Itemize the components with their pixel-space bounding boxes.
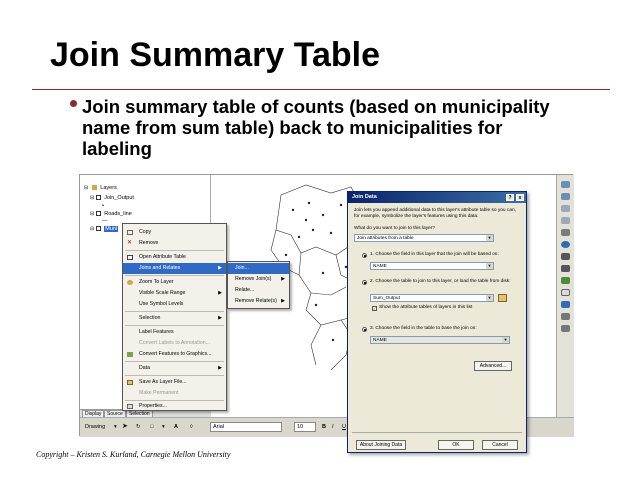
select-elements-icon[interactable]: [561, 289, 570, 296]
copy-icon: [127, 230, 133, 235]
layer-field-value: NAME: [373, 264, 387, 269]
menu-separator: [125, 311, 224, 312]
layers-icon: [92, 185, 97, 190]
menu-item-use-symbol-levels[interactable]: [123, 299, 226, 310]
submenu-item-label: Join...: [235, 265, 249, 271]
zoom-icon: [127, 280, 133, 285]
table-field-value: NAME: [373, 338, 387, 343]
step2-label: 2. Choose the table to join to this layer, or load the table from disk:: [370, 279, 511, 284]
bold-button[interactable]: B: [322, 424, 326, 430]
dialog-titlebar: [348, 192, 526, 203]
dropdown-arrow-icon: ▼: [503, 337, 508, 342]
submenu-arrow-icon: ▶: [281, 298, 285, 304]
table-icon: [127, 255, 133, 260]
font-size-value: 10: [297, 424, 304, 430]
italic-button[interactable]: I: [332, 424, 334, 430]
drawing-menu[interactable]: Drawing: [85, 424, 106, 430]
layer-context-menu: [122, 223, 227, 411]
dialog-title: Join Data: [352, 194, 377, 200]
step3-label: 3. Choose the field in the table to base the join on:: [370, 326, 477, 331]
menu-item-visible-scale-range[interactable]: [123, 288, 226, 299]
submenu-item-remove-relates[interactable]: [228, 296, 289, 307]
measure-icon[interactable]: [561, 325, 570, 332]
help-button[interactable]: ?: [506, 194, 514, 201]
select-features-icon[interactable]: [561, 277, 570, 284]
menu-item-label: Selection: [139, 315, 161, 321]
menu-item-data[interactable]: [123, 363, 226, 374]
pointer-icon[interactable]: ➤: [122, 423, 128, 430]
minus-icon: ⊟: [90, 226, 95, 232]
menu-item-remove[interactable]: [123, 238, 226, 249]
font-select[interactable]: [210, 422, 282, 432]
layer-checkbox[interactable]: [96, 211, 101, 216]
drawing-dropdown-icon[interactable]: ▾: [114, 424, 117, 430]
properties-icon: [127, 404, 133, 409]
menu-separator: [125, 275, 224, 276]
save-icon: [127, 380, 133, 385]
menu-item-label: Convert Features to Graphics...: [139, 351, 212, 357]
menu-item-copy[interactable]: [123, 227, 226, 238]
layer-field-select[interactable]: [370, 262, 494, 270]
submenu-arrow-icon: ▶: [218, 365, 222, 371]
submenu-item-label: Remove Join(s): [235, 276, 272, 282]
underline-button[interactable]: U: [342, 424, 346, 430]
cancel-button[interactable]: Cancel: [482, 440, 518, 450]
font-size-select[interactable]: [294, 422, 316, 432]
menu-item-joins-and-relates[interactable]: [123, 263, 226, 274]
table-field-select[interactable]: [370, 336, 510, 344]
zoom-in-icon[interactable]: [561, 181, 570, 188]
rectangle-icon[interactable]: □: [150, 424, 154, 430]
about-joining-button[interactable]: About Joining Data: [356, 440, 406, 450]
rotate-icon[interactable]: ↻: [136, 424, 141, 430]
step2-bullet: [362, 280, 367, 285]
toc-join-output-label: Join_Output: [104, 195, 134, 201]
menu-item-label: Joins and Relates: [139, 265, 181, 271]
step3-bullet: [362, 327, 367, 332]
toc-roads-label: Roads_line: [104, 211, 132, 217]
browse-folder-icon[interactable]: [498, 294, 507, 302]
submenu-arrow-icon: ▶: [218, 265, 222, 271]
pan-icon[interactable]: [561, 229, 570, 236]
edit-vertices-icon[interactable]: ◊: [190, 424, 193, 430]
menu-item-zoom-to-layer[interactable]: [123, 277, 226, 288]
remove-icon: ✕: [127, 240, 133, 246]
joins-relates-submenu: [227, 261, 290, 309]
menu-separator: [125, 250, 224, 251]
tab-display[interactable]: Display: [82, 410, 104, 418]
minus-icon: ⊟: [90, 195, 95, 201]
dropdown-arrow-icon: ▼: [487, 235, 492, 240]
submenu-arrow-icon: ▶: [218, 315, 222, 321]
show-attribute-checkbox[interactable]: ✓: [373, 306, 377, 311]
fixed-zoom-out-icon[interactable]: [561, 217, 570, 224]
line-symbol: —: [102, 218, 108, 224]
convert-icon: [127, 352, 133, 357]
font-value: Arial: [213, 424, 225, 430]
text-tool-icon[interactable]: A: [174, 424, 178, 430]
tab-selection[interactable]: Selection: [126, 410, 153, 418]
shape-dropdown-icon[interactable]: ▾: [162, 424, 165, 430]
submenu-item-join[interactable]: [228, 263, 289, 274]
join-table-value: Sum_Output: [373, 296, 400, 301]
menu-item-selection[interactable]: [123, 313, 226, 324]
menu-item-convert-labels: [123, 338, 226, 349]
menu-item-convert-features[interactable]: [123, 349, 226, 360]
menu-item-label-features[interactable]: [123, 327, 226, 338]
submenu-item-label: Relate...: [235, 287, 255, 293]
menu-item-label: Properties...: [139, 403, 167, 409]
menu-item-label: Save As Layer File...: [139, 379, 187, 385]
menu-item-label: Make Permanent: [139, 390, 179, 396]
menu-item-label: Data: [139, 365, 150, 371]
join-table-select[interactable]: [370, 294, 494, 302]
full-extent-icon[interactable]: [561, 241, 570, 248]
menu-item-label: Zoom To Layer: [139, 279, 174, 285]
submenu-arrow-icon: ▶: [218, 290, 222, 296]
back-extent-icon[interactable]: [561, 253, 570, 260]
toc-muni[interactable]: [90, 226, 118, 232]
advanced-button[interactable]: Advanced...: [474, 361, 512, 371]
menu-item-label: Use Symbol Levels: [139, 301, 184, 307]
menu-item-label: Label Features: [139, 329, 174, 335]
dropdown-arrow-icon: ▼: [487, 263, 492, 268]
tools-toolbar: [556, 175, 574, 417]
menu-item-save-as-layer-file[interactable]: [123, 377, 226, 388]
toc-layers[interactable]: [84, 185, 117, 191]
submenu-arrow-icon: ▶: [281, 276, 285, 282]
menu-item-open-attribute-table[interactable]: [123, 252, 226, 263]
toc-join-output[interactable]: [90, 195, 134, 201]
menu-item-label: Visible Scale Range: [139, 290, 186, 296]
menu-item-label: Remove: [139, 240, 159, 246]
slide-title: Join Summary Table: [50, 36, 381, 74]
bullet-icon: [70, 100, 77, 107]
menu-separator: [125, 325, 224, 326]
ok-button[interactable]: OK: [438, 440, 474, 450]
toc-muni-label: Muni: [105, 226, 118, 232]
step1-label: 1. Choose the field in this layer that the join will be based on:: [370, 252, 499, 257]
forward-extent-icon[interactable]: [561, 265, 570, 272]
join-data-dialog: [347, 191, 527, 453]
dropdown-arrow-icon: ▼: [487, 295, 492, 300]
identify-icon[interactable]: [561, 301, 570, 308]
menu-separator: [125, 375, 224, 376]
bullet-text: Join summary table of counts (based on municipality name from sum table) back to municipalities for labeling: [82, 96, 550, 159]
dialog-intro: Join lets you append additional data to this layer's attribute table so you can, for example, symbolize the layer's features using this data.: [354, 208, 516, 219]
submenu-item-relate[interactable]: [228, 285, 289, 296]
show-attribute-label: Show the attribute tables of layers in this list: [379, 305, 473, 310]
layer-checkbox[interactable]: [96, 226, 101, 231]
menu-separator: [125, 361, 224, 362]
join-question: What do you want to join to this layer?: [354, 226, 436, 231]
point-symbol: •: [102, 203, 104, 209]
toc-layers-label: Layers: [100, 185, 117, 191]
submenu-item-remove-joins[interactable]: [228, 274, 289, 285]
zoom-out-icon[interactable]: [561, 193, 570, 200]
menu-item-make-permanent: [123, 388, 226, 399]
menu-item-properties[interactable]: [123, 401, 226, 412]
layer-checkbox[interactable]: [96, 195, 101, 200]
minus-icon: ⊟: [90, 211, 95, 217]
toc-roads[interactable]: [90, 211, 132, 217]
find-icon[interactable]: [561, 313, 570, 320]
menu-item-label: Open Attribute Table: [139, 254, 186, 260]
step1-bullet: [362, 253, 367, 258]
join-type-select[interactable]: [354, 234, 494, 242]
fixed-zoom-in-icon[interactable]: [561, 205, 570, 212]
submenu-item-label: Remove Relate(s): [235, 298, 277, 304]
close-button[interactable]: x: [516, 194, 524, 201]
join-type-value: Join attributes from a table: [357, 236, 414, 241]
tab-source[interactable]: Source: [104, 410, 126, 418]
dialog-divider: [352, 432, 522, 433]
minus-icon: ⊟: [84, 185, 89, 191]
menu-item-label: Copy: [139, 229, 152, 235]
title-rule: [32, 89, 610, 90]
arcmap-screenshot: [79, 174, 573, 448]
copyright-footer: Copyright – Kristen S. Kurland, Carnegie Mellon University: [36, 450, 231, 459]
menu-item-label: Convert Labels to Annotation...: [139, 340, 210, 346]
